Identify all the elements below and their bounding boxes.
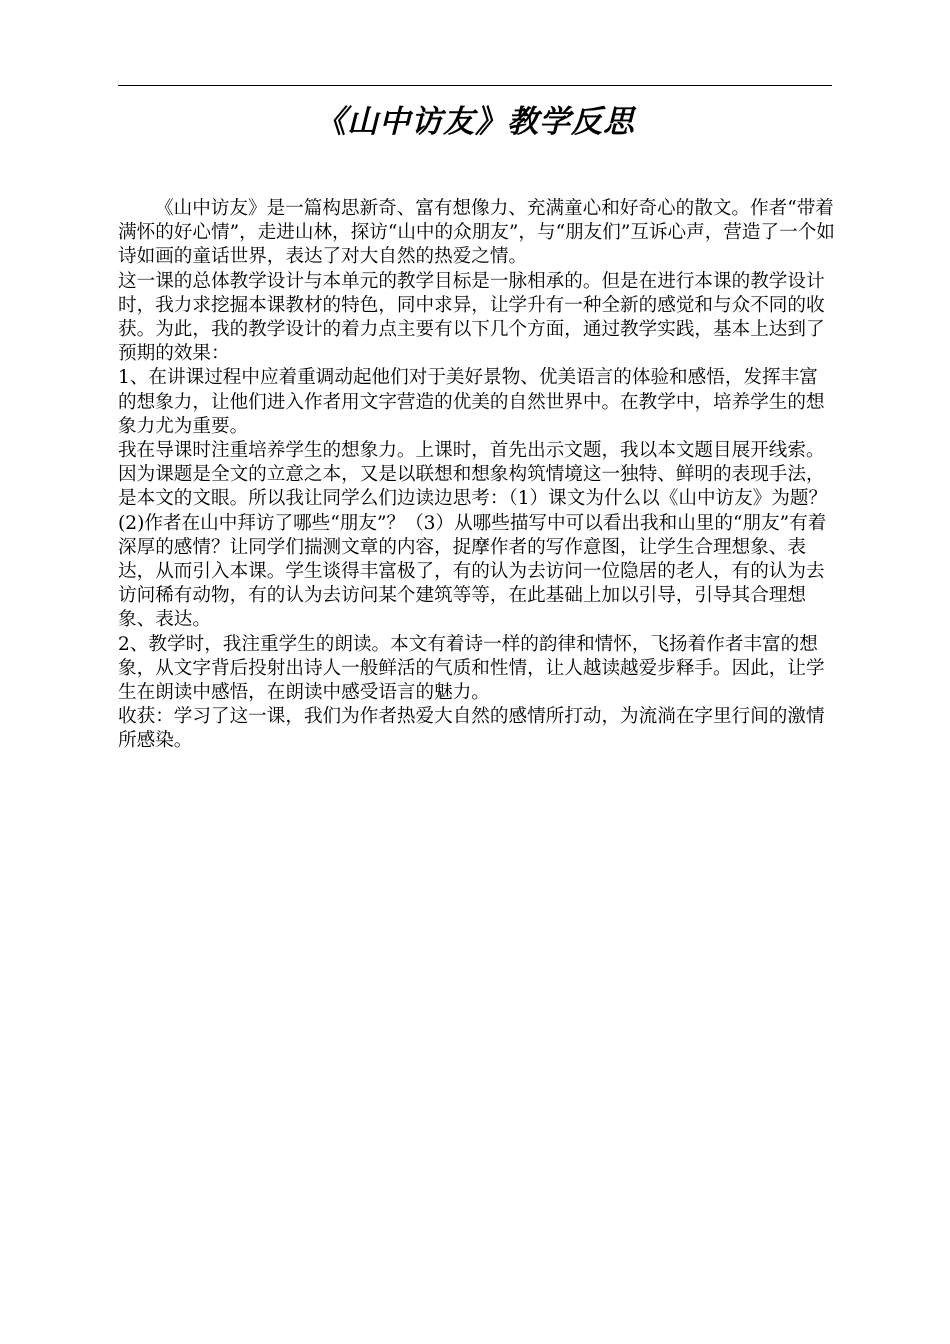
paragraph-design: 这一课的总体教学设计与本单元的教学目标是一脉相承的。但是在进行本课的教学设计时，我力求挖掘本课教材的特色，同中求异，让学升有一种全新的感觉和与众不同的收获。为此，我的教学设计的着力点主要有以下几个方面，通过教学实践，基本上达到了预期的效果： bbox=[118, 270, 825, 365]
paragraph-point-2: 2、教学时，我注重学生的朗读。本文有着诗一样的韵律和情怀，飞扬着作者丰富的想象，从文字背后投射出诗人一般鲜活的气质和性情，让人越读越爱步释手。因此，让学生在朗读中感悟，在朗读中感受语言的魅力。 bbox=[118, 633, 825, 704]
paragraph-imagination: 我在导课时注重培养学生的想象力。上课时，首先出示文题，我以本文题目展开线索。因为课题是全文的立意之本，又是以联想和想象构筑情境这一独特、鲜明的表现手法，是本文的文眼。所以我让同学么们边读边思考：（1）课文为什么以《山中访友》为题？(2)作者在山中拜访了哪些“朋友”？（3）从哪些描写中可以看出我和山里的“朋友”有着深厚的感情？让同学们揣测文章的内容，捉摩作者的写作意图，让学生合理想象、表达，从而引入本课。学生谈得丰富极了，有的认为去访问一位隐居的老人，有的认为去访问稀有动物，有的认为去访问某个建筑等等，在此基础上加以引导，引导其合理想象、表达。 bbox=[118, 440, 828, 631]
document-body bbox=[118, 197, 836, 754]
document-title: 《山中访友》教学反思 bbox=[315, 104, 635, 140]
paragraph-intro: 《山中访友》是一篇构思新奇、富有想像力、充满童心和好奇心的散文。作者“带着满怀的好心情”，走进山林，探访“山中的众朋友”，与“朋友们”互诉心声，营造了一个如诗如画的童话世界，表达了对大自然的热爱之情。 bbox=[118, 198, 835, 268]
header-rule bbox=[118, 85, 832, 86]
paragraph-harvest: 收获：学习了这一课，我们为作者热爱大自然的感情所打动，为流淌在字里行间的激情所感染。 bbox=[118, 706, 825, 752]
paragraph-point-1: 1、在讲课过程中应着重调动起他们对于美好景物、优美语言的体验和感悟，发挥丰富的想象力，让他们进入作者用文字营造的优美的自然世界中。在教学中，培养学生的想象力尤为重要。 bbox=[118, 367, 825, 437]
